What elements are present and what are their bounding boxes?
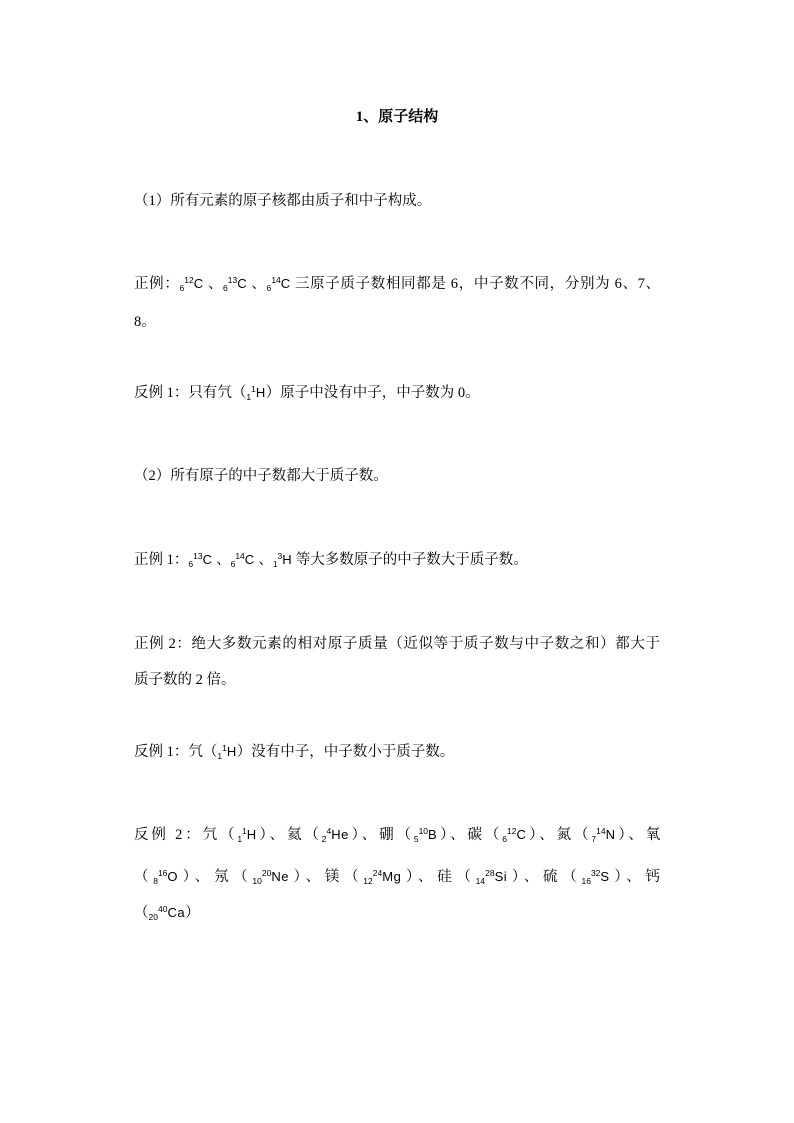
section-2-counterexample-2-line-2: [134, 867, 660, 887]
separator: 、: [254, 552, 273, 568]
open-paren: （: [219, 827, 238, 843]
nuclide-h-1: [217, 744, 236, 760]
element-name-silicon: 硅: [437, 869, 457, 885]
element-symbol: C: [193, 276, 204, 291]
element-symbol: C: [280, 276, 291, 291]
example-label: 正例 2：: [134, 636, 192, 652]
separator: 、: [212, 552, 231, 568]
element-name-magnesium: 镁: [324, 869, 345, 885]
atomic-number: 6: [223, 283, 228, 293]
element-name-helium: 氦: [287, 827, 305, 843]
nuclide-o-16: [153, 869, 178, 885]
element-symbol: C: [244, 552, 255, 567]
atomic-number: 6: [188, 559, 194, 569]
atomic-number: 12: [363, 876, 373, 886]
nuclide-he-4: [322, 827, 349, 843]
example-text: 等大多数原子的中子数大于质子数。: [292, 552, 528, 568]
section-1-heading: （1）所有元素的原子核都由质子和中子构成。: [134, 193, 432, 209]
counterexample-label: 反例 1：: [134, 744, 189, 760]
open-paren: （: [484, 827, 503, 843]
atomic-number: 6: [179, 283, 185, 293]
open-paren: （: [233, 869, 253, 885]
nuclide-b-10: [414, 827, 437, 843]
close-paren: ）: [609, 869, 627, 885]
nuclide-h-1: [237, 827, 256, 843]
close-paren: ）: [348, 827, 362, 843]
element-symbol: H: [246, 827, 257, 842]
element-symbol: H: [282, 552, 293, 567]
open-paren: （: [134, 905, 149, 921]
separator: 、: [523, 869, 544, 885]
separator: 、: [305, 869, 325, 885]
element-symbol: S: [600, 869, 610, 884]
mass-number: 4: [326, 826, 332, 836]
element-symbol: H: [226, 744, 237, 759]
separator: 、: [539, 827, 557, 843]
counterexample-text-before: 只有氕（: [188, 385, 247, 401]
open-paren: （: [134, 869, 154, 885]
element-name-calcium: 钙: [645, 869, 660, 885]
example-label: 正例：: [134, 276, 180, 292]
close-paren: ）: [615, 827, 629, 843]
element-name-boron: 硼: [379, 827, 397, 843]
separator: 、: [247, 276, 267, 292]
mass-number: 13: [193, 551, 203, 561]
element-name-sulfur: 硫: [543, 869, 563, 885]
atomic-number: 1: [246, 392, 252, 402]
nuclide-h-1: [246, 385, 265, 401]
page-title: 1、原子结构: [355, 109, 439, 125]
nuclide-c-14: [267, 276, 291, 292]
separator: 、: [628, 827, 646, 843]
separator: 、: [361, 827, 380, 843]
mass-number: 20: [261, 868, 272, 878]
nuclide-si-28: [476, 869, 508, 885]
nuclide-n-14: [591, 827, 615, 843]
nuclide-c-13: [188, 552, 212, 568]
close-paren: ）: [185, 905, 200, 921]
mass-number: 40: [157, 904, 168, 914]
element-symbol: H: [255, 385, 266, 400]
mass-number: 14: [596, 826, 606, 836]
atomic-number: 6: [502, 834, 507, 844]
separator: 、: [194, 869, 214, 885]
element-symbol: B: [428, 827, 438, 842]
counterexample-label: 反例 1：: [134, 385, 189, 401]
section-2-example-2-line-2: 质子数的 2 倍。: [134, 672, 236, 688]
example-text: 绝大多数元素的相对原子质量（近似等于质子数与中子数之和）都大于: [191, 636, 661, 652]
element-symbol: O: [167, 869, 179, 884]
atomic-number: 7: [591, 834, 597, 844]
close-paren: ）: [256, 827, 270, 843]
nuclide-c-12: [179, 276, 203, 292]
atomic-number: 14: [475, 876, 486, 886]
mass-number: 14: [235, 551, 245, 561]
mass-number: 1: [242, 826, 247, 836]
mass-number: 28: [485, 868, 495, 878]
separator: 、: [203, 276, 224, 292]
atomic-number: 6: [266, 283, 272, 293]
nuclide-ne-20: [252, 869, 289, 885]
separator: 、: [450, 827, 468, 843]
mass-number: 10: [418, 826, 429, 836]
section-2-example-1: [134, 550, 528, 570]
counterexample-text-after: ）没有中子，中子数小于质子数。: [236, 744, 455, 760]
element-symbol: He: [331, 827, 349, 842]
mass-number: 1: [251, 384, 256, 394]
nuclide-c-14: [231, 552, 255, 568]
atomic-number: 10: [252, 876, 262, 886]
section-2-counterexample-2-line-3: [134, 903, 200, 923]
section-2-counterexample-2-line-1: [134, 825, 660, 845]
atomic-number: 5: [413, 834, 419, 844]
counterexample-text-after: ）原子中没有中子，中子数为 0。: [265, 385, 480, 401]
separator: 、: [626, 869, 646, 885]
atomic-number: 2: [321, 834, 327, 844]
atomic-number: 6: [230, 559, 236, 569]
separator: 、: [417, 869, 438, 885]
mass-number: 16: [157, 868, 168, 878]
element-symbol: N: [605, 827, 616, 842]
element-symbol: C: [516, 827, 527, 842]
close-paren: ）: [401, 869, 418, 885]
element-symbol: C: [237, 276, 248, 291]
open-paren: （: [562, 869, 582, 885]
section-1-counterexample: [134, 383, 480, 403]
element-name-neon: 氖: [213, 869, 234, 885]
atomic-number: 20: [148, 912, 158, 922]
section-2-example-2-line-1: [134, 634, 660, 654]
element-symbol: Ne: [271, 869, 289, 884]
mass-number: 14: [271, 275, 281, 285]
open-paren: （: [344, 869, 364, 885]
element-symbol: Ca: [167, 905, 186, 920]
mass-number: 3: [277, 551, 283, 561]
close-paren: ）: [507, 869, 524, 885]
atomic-number: 1: [237, 834, 243, 844]
separator: 、: [269, 827, 287, 843]
nuclide-ca-40: [149, 905, 186, 921]
mass-number: 1: [222, 743, 227, 753]
mass-number: 24: [372, 868, 383, 878]
atomic-number: 8: [153, 876, 158, 886]
element-name-hydrogen: 氕: [202, 827, 220, 843]
nuclide-c-12: [502, 827, 526, 843]
open-paren: （: [396, 827, 414, 843]
close-paren: ）: [437, 827, 451, 843]
counterexample-label: 反例 2：: [134, 827, 203, 843]
mass-number: 12: [506, 826, 517, 836]
mass-number: 32: [590, 868, 601, 878]
element-symbol: C: [202, 552, 213, 567]
mass-number: 12: [184, 275, 194, 285]
section-2-heading: （2）所有原子的中子数都大于质子数。: [134, 468, 388, 484]
mass-number: 13: [227, 275, 238, 285]
element-name-nitrogen: 氮: [556, 827, 575, 843]
element-name-oxygen: 氧: [645, 827, 661, 843]
open-paren: （: [574, 827, 592, 843]
example-text: 三原子质子数相同都是 6，中子数不同，分别为 6、7、: [290, 276, 661, 292]
open-paren: （: [456, 869, 476, 885]
atomic-number: 1: [272, 559, 278, 569]
atomic-number: 16: [581, 876, 591, 886]
nuclide-s-32: [581, 869, 609, 885]
element-symbol: Mg: [382, 869, 402, 884]
section-1-example-line-1: [134, 274, 660, 294]
counterexample-text-before: 氕（: [188, 744, 218, 760]
nuclide-mg-24: [363, 869, 401, 885]
close-paren: ）: [178, 869, 195, 885]
close-paren: ）: [288, 869, 306, 885]
close-paren: ）: [526, 827, 540, 843]
section-2-counterexample-1: [134, 742, 454, 762]
open-paren: （: [304, 827, 322, 843]
nuclide-c-13: [223, 276, 247, 292]
example-label: 正例 1：: [134, 552, 189, 568]
section-1-example-line-2: 8。: [134, 314, 156, 330]
atomic-number: 1: [217, 751, 223, 761]
nuclide-h-3: [273, 552, 292, 568]
element-symbol: Si: [494, 869, 508, 884]
element-name-carbon: 碳: [467, 827, 485, 843]
